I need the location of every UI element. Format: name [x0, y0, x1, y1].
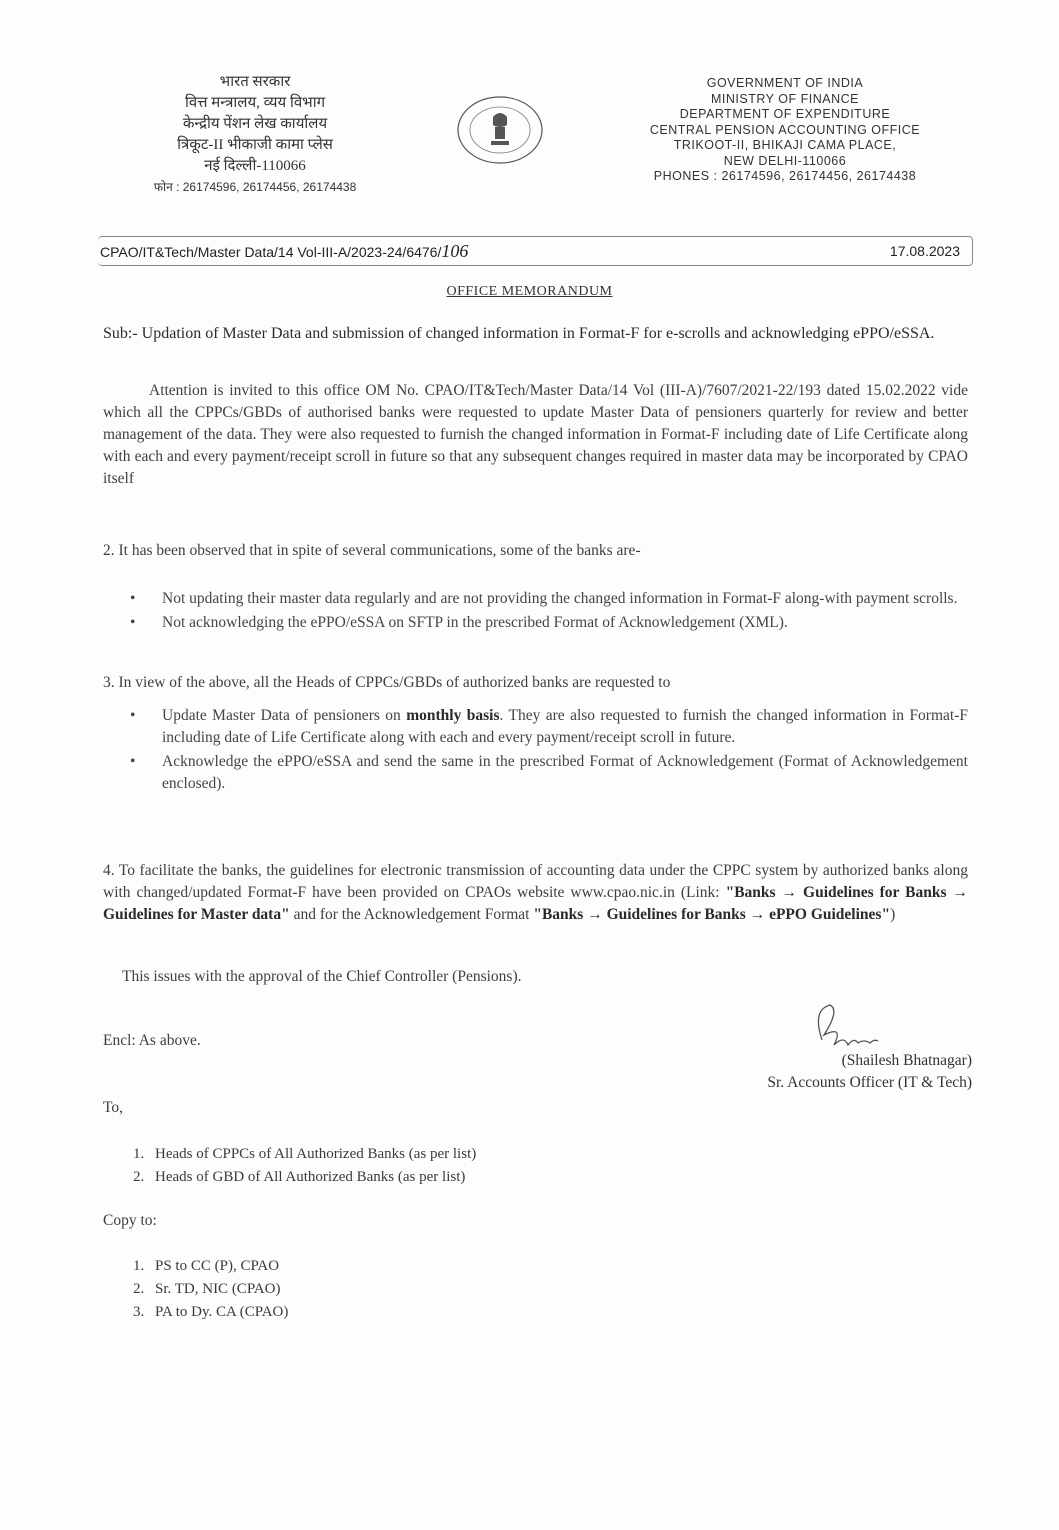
paragraph-2: 2. It has been observed that in spite of several communications, some of the banks are- — [103, 542, 641, 559]
reference-text: CPAO/IT&Tech/Master Data/14 Vol-III-A/2023-24/6476/ — [100, 244, 442, 260]
signatory-name: (Shailesh Bhatnagar) — [841, 1052, 972, 1069]
english-line: CENTRAL PENSION ACCOUNTING OFFICE — [649, 122, 921, 137]
to-list-item — [133, 1166, 476, 1189]
copy-list-item — [133, 1278, 288, 1301]
english-line: TRIKOOT-II, BHIKAJI CAMA PLACE, — [673, 138, 897, 152]
english-line: GOVERNMENT OF INDIA — [706, 76, 864, 90]
copy-to-label: Copy to: — [103, 1212, 157, 1229]
paragraph-2-bullets — [130, 588, 968, 636]
english-line: NEW DELHI-110066 — [723, 153, 847, 168]
item-text: Heads of GBD of All Authorized Banks (as per list) — [155, 1169, 466, 1185]
bullet-bold-text: monthly basis — [406, 707, 500, 724]
para4-text: 4. To facilitate the banks, the guidelines for electronic transmission of accounting data under the CPPC system by authorized banks along with changed/updated Format-F have been provided on CPAOs website www.cpao.nic.in (Link: — [103, 862, 968, 901]
memo-date: 17.08.2023 — [889, 243, 960, 259]
bullet-item — [130, 705, 968, 749]
reference-number — [100, 237, 468, 266]
item-number: 2. — [133, 1169, 145, 1185]
hindi-letterhead — [100, 72, 410, 198]
bullet-text: Acknowledge the ePPO/eSSA and send the same in the prescribed Format of Acknowledgement (Format of Acknowledgement enclosed). — [162, 753, 968, 792]
item-number: 1. — [133, 1258, 145, 1274]
paragraph-4 — [103, 860, 968, 926]
item-text: Heads of CPPCs of All Authorized Banks (as per list) — [155, 1146, 477, 1162]
reference-box — [98, 236, 973, 266]
bullet-text: Update Master Data of pensioners on — [162, 707, 407, 724]
link-path-master-data: "Banks → Guidelines for Banks → Guidelines for Master data" — [103, 884, 968, 923]
bullet-item — [130, 751, 968, 795]
hindi-line: भारत सरकार — [219, 74, 291, 90]
item-text: PA to Dy. CA (CPAO) — [155, 1304, 289, 1320]
memo-title: OFFICE MEMORANDUM — [446, 284, 613, 299]
item-text: Sr. TD, NIC (CPAO) — [155, 1281, 281, 1297]
approval-line: This issues with the approval of the Chief Controller (Pensions). — [122, 968, 522, 985]
bullet-text: . They are also requested to furnish the changed information in Format-F including date of Life Certificate along with each and every payment/receipt scroll in future. — [162, 707, 968, 746]
item-text: PS to CC (P), CPAO — [155, 1258, 280, 1274]
english-line: MINISTRY OF FINANCE — [711, 91, 859, 106]
item-number: 2. — [133, 1281, 145, 1297]
copy-list-item — [133, 1301, 288, 1324]
para4-text: and for the Acknowledgement Format — [289, 906, 534, 923]
subject: Sub:- Updation of Master Data and submission of changed information in Format-F for e-scrolls and acknowledging ePPO/eSSA. — [103, 325, 935, 342]
hindi-line: वित्त मन्त्रालय, व्यय विभाग — [184, 95, 326, 111]
to-list — [133, 1143, 476, 1189]
emblem-seal-icon — [455, 95, 545, 165]
hindi-line: त्रिकूट-II भीकाजी कामा प्लेस — [177, 137, 333, 153]
to-list-item — [133, 1143, 476, 1166]
paragraph-3: 3. In view of the above, all the Heads of CPPCs/GBDs of authorized banks are requested to — [103, 674, 671, 691]
enclosure: Encl: As above. — [103, 1032, 201, 1049]
bullet-item: • Not updating their master data regularly and are not providing the changed information in Format-F along-with payment scrolls. — [130, 588, 968, 610]
link-path-eppo: "Banks → Guidelines for Banks → ePPO Guidelines" — [533, 906, 891, 923]
hindi-line: केन्द्रीय पेंशन लेख कार्यालय — [182, 116, 328, 132]
english-phone: PHONES : 26174596, 26174456, 26174438 — [653, 169, 917, 183]
signature-block — [680, 1050, 972, 1094]
to-label: To, — [103, 1099, 124, 1116]
signatory-designation: Sr. Accounts Officer (IT & Tech) — [767, 1074, 972, 1091]
bullet-item: • Not acknowledging the ePPO/eSSA on SFTP in the prescribed Format of Acknowledgement (XML). — [130, 612, 968, 634]
item-number: 1. — [133, 1146, 145, 1162]
handwritten-number: 106 — [441, 241, 469, 261]
paragraph-3-bullets — [130, 705, 968, 797]
paragraph-1: Attention is invited to this office OM No. CPAO/IT&Tech/Master Data/14 Vol (III-A)/7607/2021-22/193 dated 15.02.2022 vide which all the CPPCs/GBDs of authorised banks were requested to update Master Data of pensioners quarterly for review and better management of the data. They were also requested to furnish the changed information in Format-F including date of Life Certificate along with each and every payment/receipt scroll in future so that any subsequent changes required in master data may be incorporated by CPAO itself — [103, 382, 968, 487]
hindi-phone: फोन : 26174596, 26174456, 26174438 — [153, 180, 357, 194]
english-line: DEPARTMENT OF EXPENDITURE — [679, 107, 891, 121]
copy-list — [133, 1255, 288, 1324]
item-number: 3. — [133, 1304, 145, 1320]
copy-list-item — [133, 1255, 288, 1278]
english-letterhead — [600, 76, 970, 185]
para4-text: ) — [890, 906, 896, 923]
hindi-line: नई दिल्ली-110066 — [204, 158, 306, 174]
